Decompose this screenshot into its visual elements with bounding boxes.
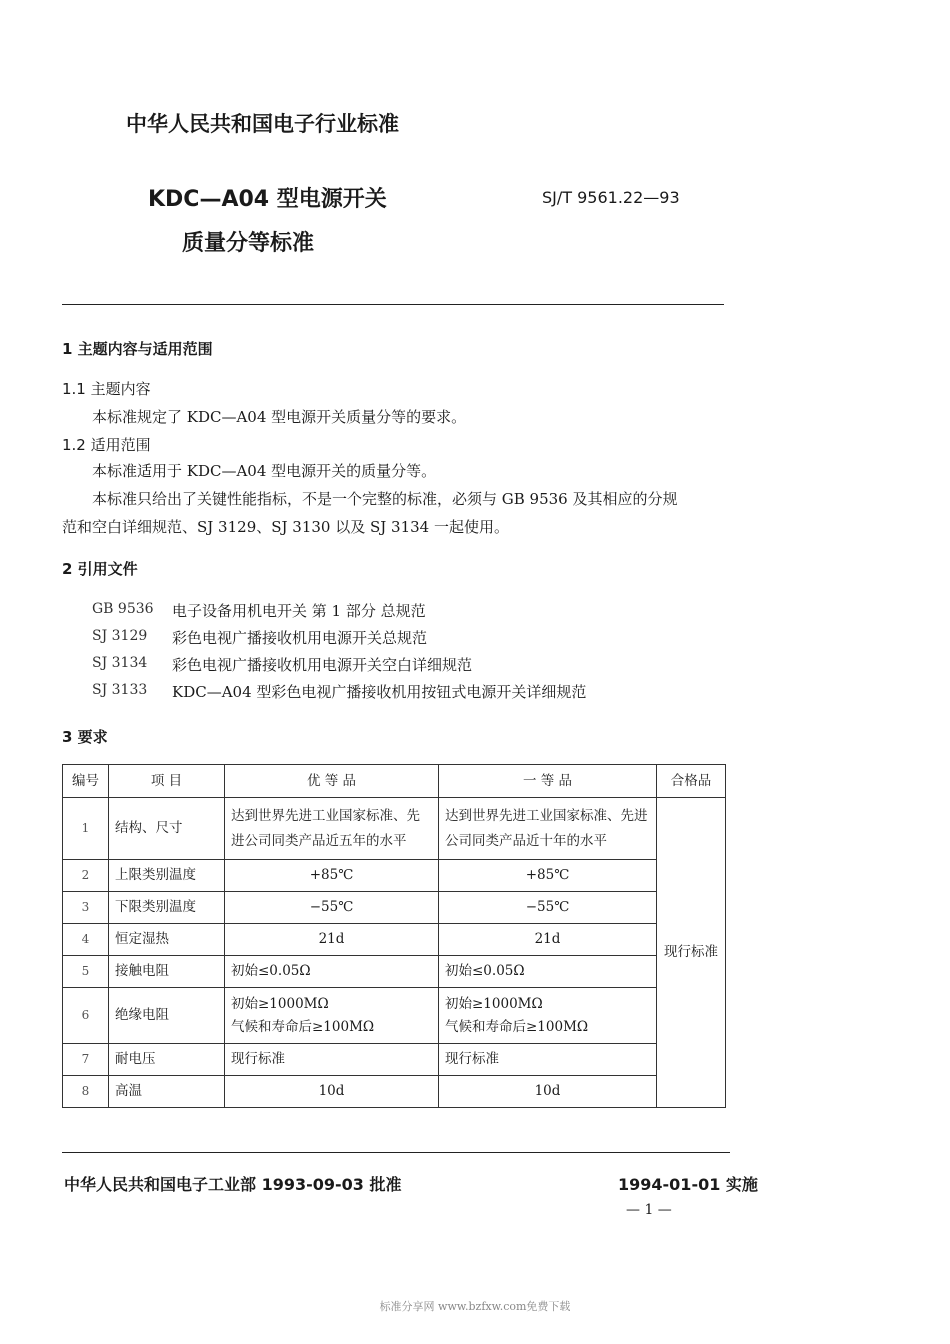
row-number: 2 xyxy=(63,860,109,892)
document-title-line1: KDC—A04 型电源开关 xyxy=(148,187,387,212)
row-superior xyxy=(225,988,439,1044)
row-superior: −55℃ xyxy=(225,892,439,924)
qualified-cell: 现行标准 xyxy=(657,798,726,1108)
section-1-1-text: 本标准规定了 KDC—A04 型电源开关质量分等的要求。 xyxy=(92,408,467,426)
page-number: — 1 — xyxy=(626,1202,672,1218)
row-superior: 21d xyxy=(225,924,439,956)
row-item: 绝缘电阻 xyxy=(109,988,225,1044)
footer-divider xyxy=(62,1152,730,1153)
standard-code: SJ/T 9561.22—93 xyxy=(542,188,680,207)
row-number: 6 xyxy=(63,988,109,1044)
row-first: 21d xyxy=(439,924,657,956)
row-first: −55℃ xyxy=(439,892,657,924)
watermark: 标准分享网 www.bzfxw.com免费下载 xyxy=(379,1300,571,1313)
table-row xyxy=(63,988,726,1044)
header-divider xyxy=(62,304,724,305)
document-title-line2: 质量分等标准 xyxy=(182,231,315,256)
row-item: 接触电阻 xyxy=(109,956,225,988)
row-number: 1 xyxy=(63,798,109,860)
ref-code: SJ 3133 xyxy=(92,682,148,698)
row-item: 高温 xyxy=(109,1076,225,1108)
row-item: 耐电压 xyxy=(109,1044,225,1076)
row-item: 恒定湿热 xyxy=(109,924,225,956)
row-first: +85℃ xyxy=(439,860,657,892)
table-row xyxy=(63,956,726,988)
row-number: 3 xyxy=(63,892,109,924)
row-first: 10d xyxy=(439,1076,657,1108)
section-1-2-text-2b: 范和空白详细规范、SJ 3129、SJ 3130 以及 SJ 3134 一起使用。 xyxy=(62,518,509,536)
row-number: 8 xyxy=(63,1076,109,1108)
row-number: 4 xyxy=(63,924,109,956)
approval-line: 中华人民共和国电子工业部 1993-09-03 批准 xyxy=(64,1175,402,1194)
row-superior: 达到世界先进工业国家标准、先进公司同类产品近五年的水平 xyxy=(225,798,439,860)
ref-code: SJ 3129 xyxy=(92,628,148,644)
ref-title: 彩色电视广播接收机用电源开关空白详细规范 xyxy=(172,656,473,674)
row-superior: 现行标准 xyxy=(225,1044,439,1076)
table-row xyxy=(63,924,726,956)
col-header-first: 一 等 品 xyxy=(439,765,657,798)
ref-code: GB 9536 xyxy=(92,601,154,617)
row-first: 现行标准 xyxy=(439,1044,657,1076)
row-first: 初始≤0.05Ω xyxy=(439,956,657,988)
org-title: 中华人民共和国电子行业标准 xyxy=(126,112,399,136)
section-1-1-heading: 1.1 主题内容 xyxy=(62,380,151,398)
ref-title: KDC—A04 型彩色电视广播接收机用按钮式电源开关详细规范 xyxy=(172,683,587,701)
row-number: 5 xyxy=(63,956,109,988)
section-1-2-text-2a: 本标准只给出了关键性能指标，不是一个完整的标准，必须与 GB 9536 及其相应的分规 xyxy=(92,490,678,508)
section-1-2-text-1: 本标准适用于 KDC—A04 型电源开关的质量分等。 xyxy=(92,462,437,480)
ref-code: SJ 3134 xyxy=(92,655,148,671)
row-number: 7 xyxy=(63,1044,109,1076)
row-superior: +85℃ xyxy=(225,860,439,892)
section-3-heading: 3 要求 xyxy=(62,728,108,746)
col-header-item: 项 目 xyxy=(109,765,225,798)
row-item: 上限类别温度 xyxy=(109,860,225,892)
ref-title: 彩色电视广播接收机用电源开关总规范 xyxy=(172,629,428,647)
row-item: 下限类别温度 xyxy=(109,892,225,924)
implementation-date: 1994-01-01 实施 xyxy=(618,1175,758,1194)
row-superior-line1: 初始≥1000MΩ xyxy=(231,995,329,1012)
table-row xyxy=(63,860,726,892)
col-header-superior: 优 等 品 xyxy=(225,765,439,798)
table-row xyxy=(63,892,726,924)
table-row xyxy=(63,798,726,860)
row-first: 达到世界先进工业国家标准、先进公司同类产品近十年的水平 xyxy=(439,798,657,860)
row-superior: 10d xyxy=(225,1076,439,1108)
ref-title: 电子设备用机电开关 第 1 部分 总规范 xyxy=(172,602,426,620)
table-header-row xyxy=(63,765,726,798)
section-1-heading: 1 主题内容与适用范围 xyxy=(62,340,213,358)
col-header-qualified: 合格品 xyxy=(657,765,726,798)
section-1-2-heading: 1.2 适用范围 xyxy=(62,436,151,454)
col-header-number: 编号 xyxy=(63,765,109,798)
requirements-table xyxy=(62,764,726,1108)
table-row xyxy=(63,1044,726,1076)
row-first-line1: 初始≥1000MΩ xyxy=(445,995,543,1012)
row-superior-line2: 气候和寿命后≥100MΩ xyxy=(231,1018,375,1035)
row-superior: 初始≤0.05Ω xyxy=(225,956,439,988)
row-first xyxy=(439,988,657,1044)
row-item: 结构、尺寸 xyxy=(109,798,225,860)
row-first-line2: 气候和寿命后≥100MΩ xyxy=(445,1018,589,1035)
table-row xyxy=(63,1076,726,1108)
section-2-heading: 2 引用文件 xyxy=(62,560,138,578)
